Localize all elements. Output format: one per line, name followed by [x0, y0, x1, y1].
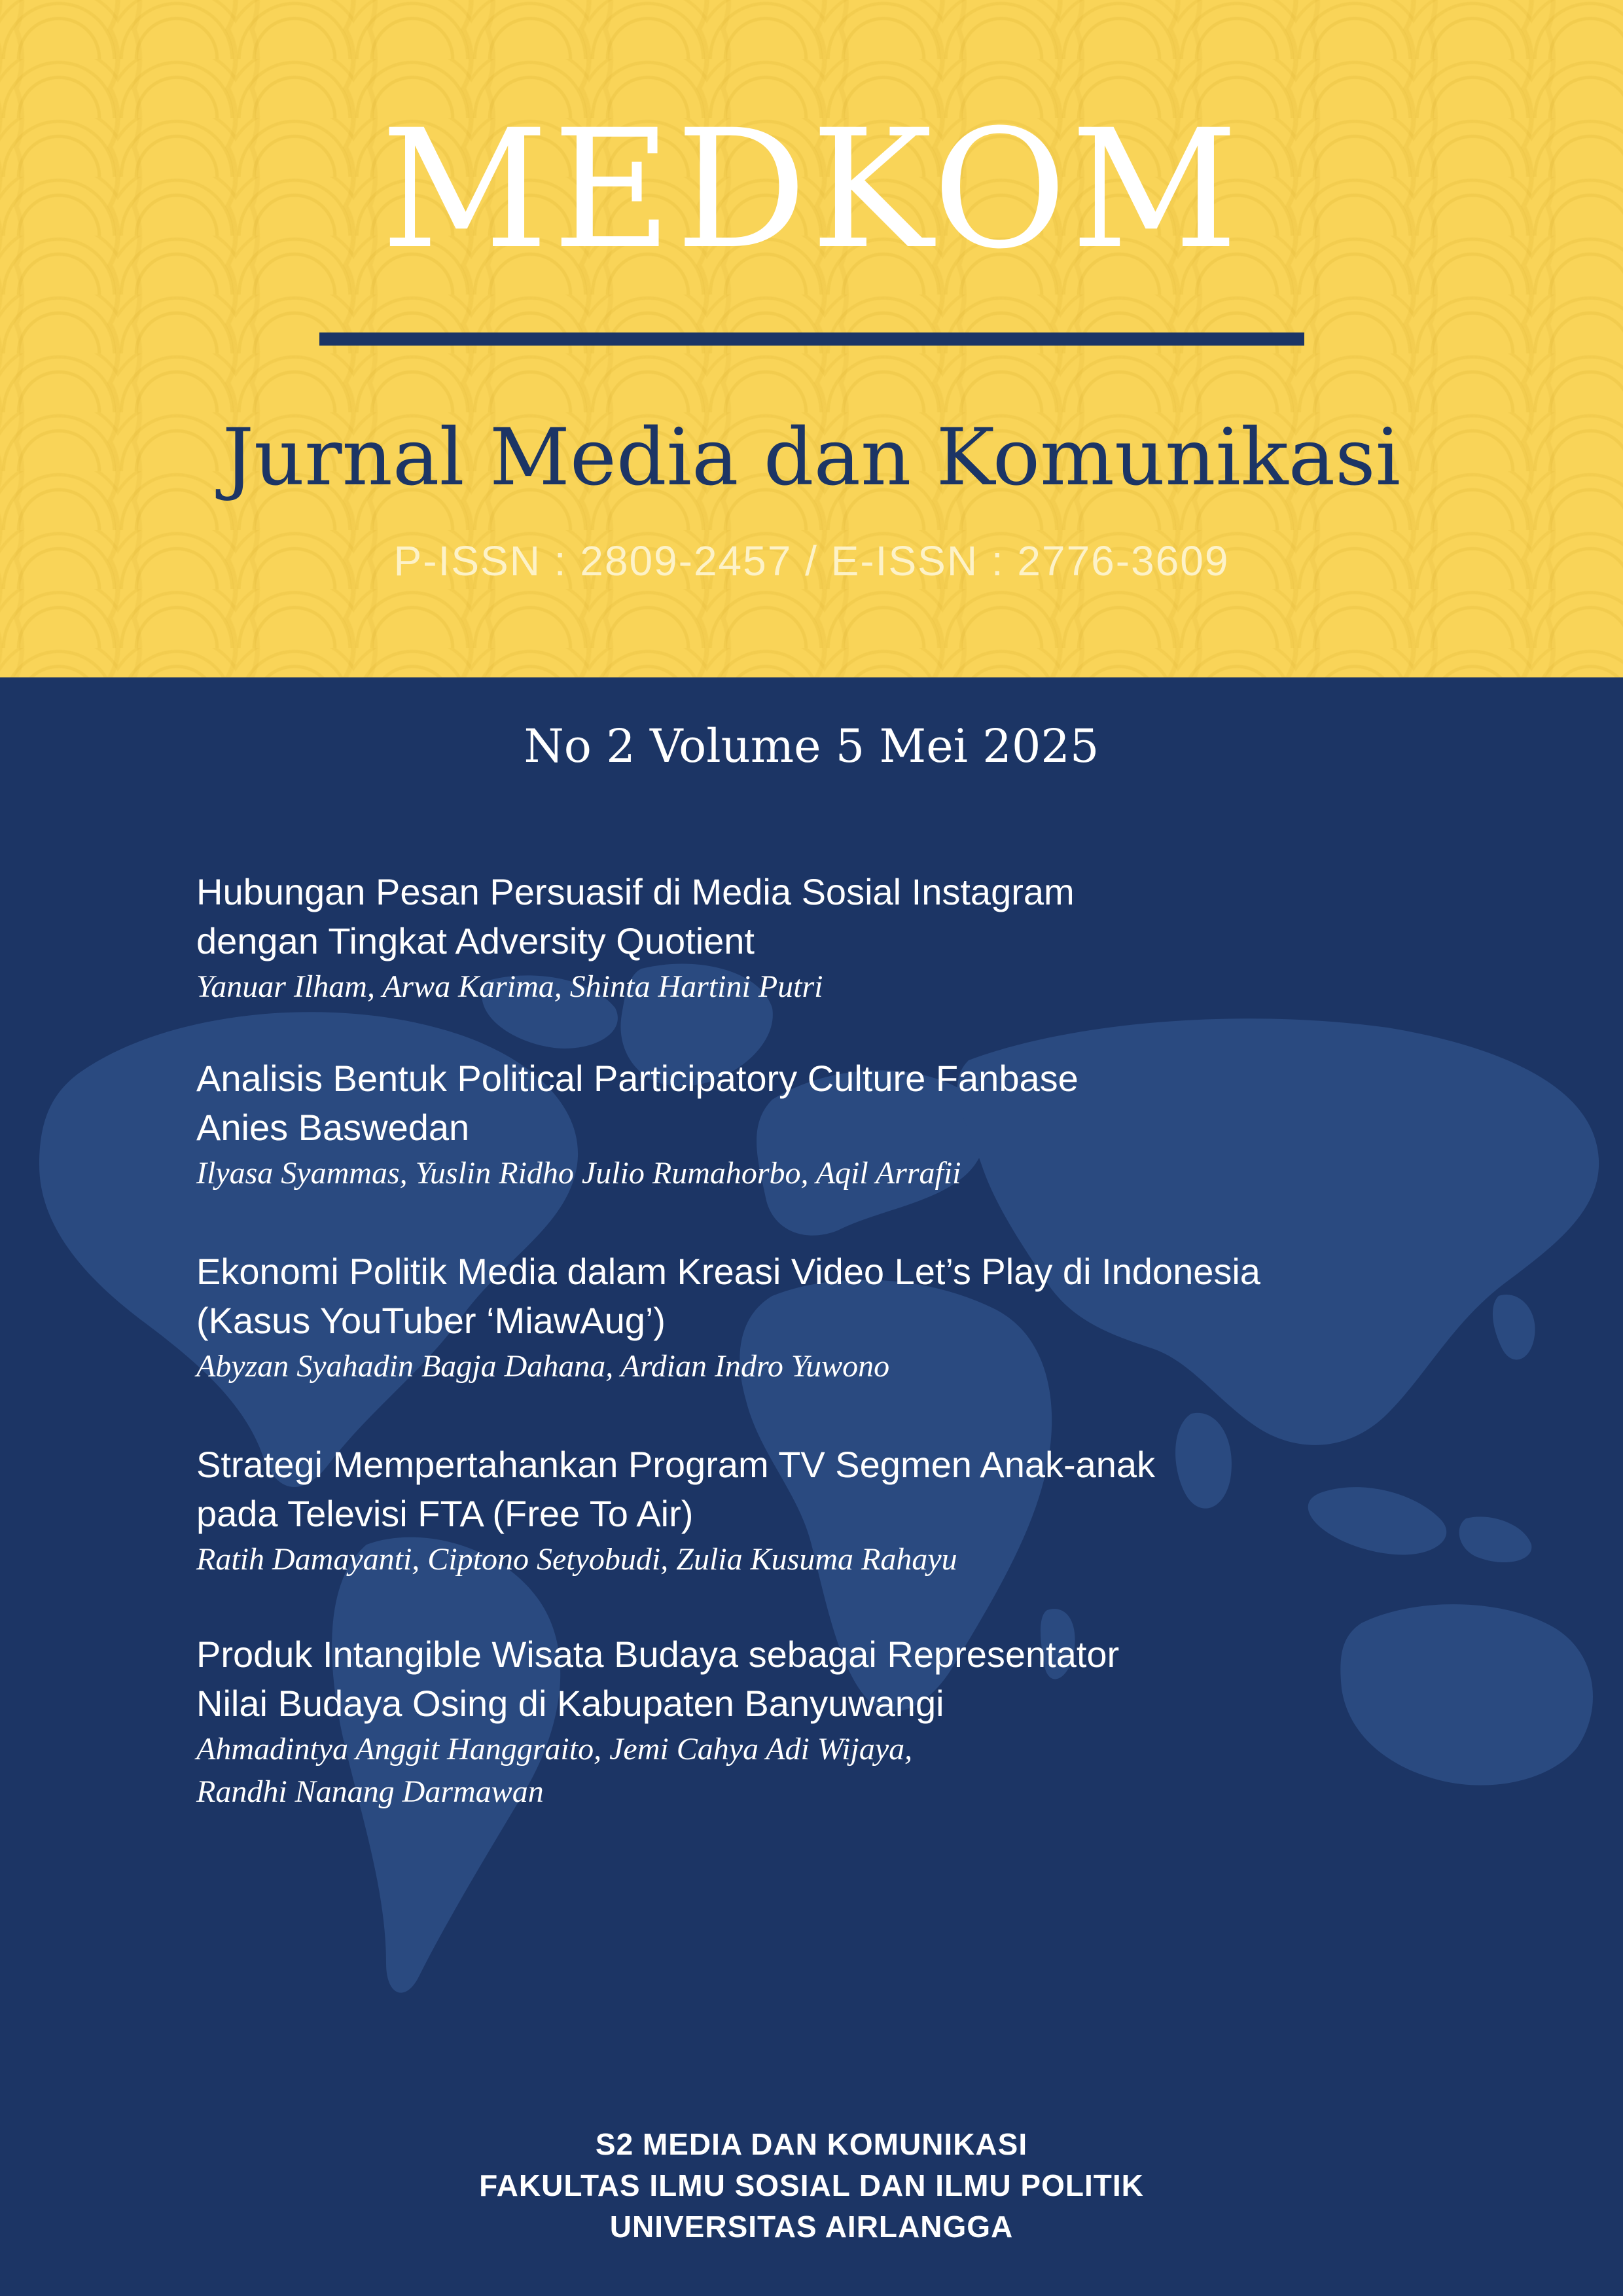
article-title-line: Anies Baswedan [196, 1107, 470, 1148]
cover-header [0, 0, 1623, 677]
university-name: UNIVERSITAS AIRLANGGA [609, 2210, 1014, 2244]
article-authors: Randhi Nanang Darmawan [196, 1774, 544, 1809]
article-entry [196, 1630, 1479, 1813]
article-title-line: pada Televisi FTA (Free To Air) [196, 1493, 694, 1534]
article-authors: Ahmadintya Anggit Hanggraito, Jemi Cahya Adi Wijaya, [196, 1732, 913, 1767]
issue-info: No 2 Volume 5 Mei 2025 [524, 719, 1099, 773]
article-authors: Ratih Damayanti, Ciptono Setyobudi, Zulia Kusuma Rahayu [196, 1542, 957, 1577]
program-name: S2 MEDIA DAN KOMUNIKASI [595, 2127, 1028, 2161]
article-title-line: Ekonomi Politik Media dalam Kreasi Video Let’s Play di Indonesia [196, 1251, 1260, 1292]
article-authors: Yanuar Ilham, Arwa Karima, Shinta Hartini Putri [196, 969, 823, 1004]
issn-line: P-ISSN : 2809-2457 / E-ISSN : 2776-3609 [393, 537, 1230, 584]
article-entry [196, 1247, 1479, 1388]
article-title-line: (Kasus YouTuber ‘MiawAug’) [196, 1300, 666, 1341]
article-title-line: Strategi Mempertahankan Program TV Segmen Anak-anak [196, 1444, 1156, 1485]
article-entry [196, 1054, 1479, 1194]
article-title-line: dengan Tingkat Adversity Quotient [196, 920, 755, 961]
faculty-name: FAKULTAS ILMU SOSIAL DAN ILMU POLITIK [479, 2168, 1144, 2202]
journal-name: MEDKOM [381, 94, 1242, 285]
journal-subtitle: Jurnal Media dan Komunikasi [222, 412, 1401, 503]
article-entry [196, 867, 1479, 1008]
article-title-line: Nilai Budaya Osing di Kabupaten Banyuwangi [196, 1683, 944, 1724]
header-divider [319, 332, 1304, 346]
article-authors: Ilyasa Syammas, Yuslin Ridho Julio Rumahorbo, Aqil Arrafii [196, 1156, 961, 1191]
article-title-line: Analisis Bentuk Political Participatory Culture Fanbase [196, 1058, 1079, 1099]
article-title-line: Hubungan Pesan Persuasif di Media Sosial Instagram [196, 871, 1075, 912]
article-authors: Abyzan Syahadin Bagja Dahana, Ardian Indro Yuwono [196, 1349, 890, 1384]
article-title-line: Produk Intangible Wisata Budaya sebagai Representator [196, 1634, 1120, 1675]
publisher-footer [0, 2124, 1623, 2248]
article-entry [196, 1440, 1479, 1581]
